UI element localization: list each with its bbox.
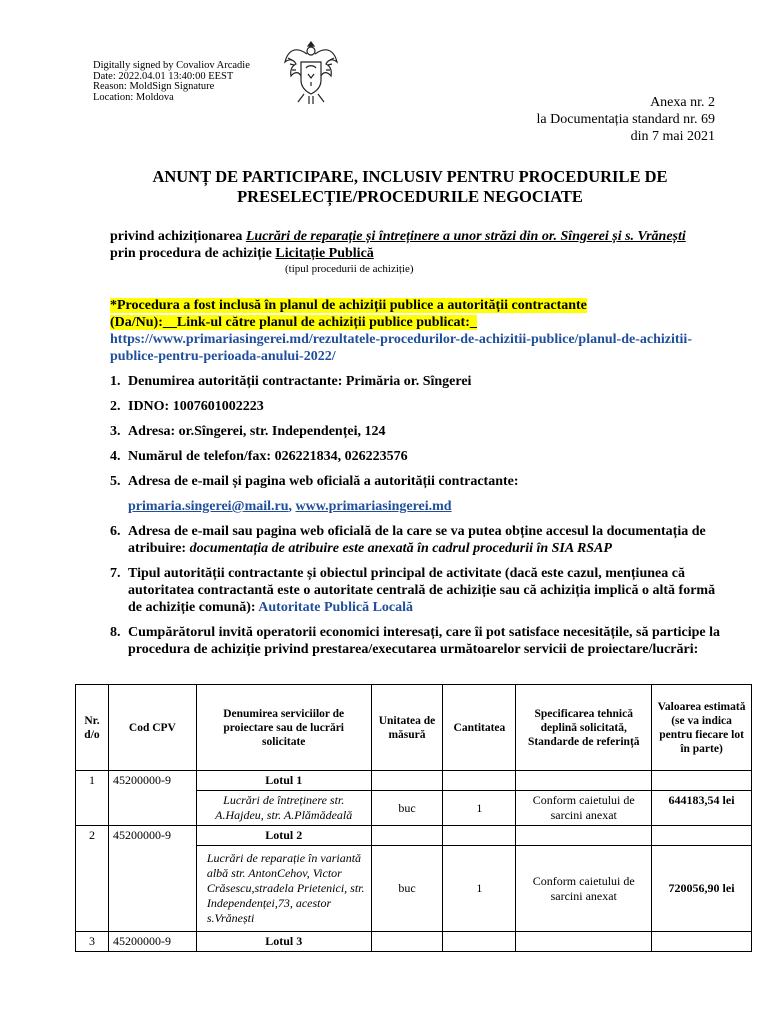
- email-link[interactable]: primaria.singerei@mail.ru: [128, 499, 289, 514]
- table-row: 3 45200000-9 Lotul 3: [76, 932, 752, 952]
- website-link[interactable]: www.primariasingerei.md: [295, 499, 452, 514]
- document-title: [60, 167, 760, 207]
- procedure-type: Licitație Publică: [275, 246, 374, 261]
- annex-line: din 7 mai 2021: [630, 129, 715, 144]
- intro-prefix: privind achiziționarea: [110, 229, 246, 244]
- list-item: 1. Denumirea autorității contractante: Primăria or. Sîngerei: [110, 374, 472, 389]
- procedure-note: (tipul procedurii de achiziție): [285, 263, 414, 275]
- signature-line: Date: 2022.04.01 13:40:00 EEST: [93, 70, 234, 82]
- procurement-intro: [110, 228, 720, 276]
- moldova-coat-of-arms-icon: [282, 36, 340, 106]
- table-row: 2 45200000-9 Lotul 2: [76, 826, 752, 846]
- table-row: 1 45200000-9 Lotul 1: [76, 771, 752, 791]
- plan-line: (Da/Nu):__Link-ul către planul de achiziții publice publicat:_: [110, 315, 477, 330]
- signature-line: Digitally signed by Covaliov Arcadie: [93, 60, 250, 71]
- list-item: 6. Adresa de e-mail sau pagina web oficială de la care se va putea obține accesul la documentația de atribuire: documentația de atribuire este anexată în cadrul procedurii în SIA RSAP: [110, 524, 706, 556]
- procedure-prefix: prin procedura de achiziție: [110, 246, 276, 261]
- annex-line: Anexa nr. 2: [650, 95, 715, 110]
- signature-line: Location: Moldova: [93, 91, 174, 103]
- column-header: Cod CPV: [108, 685, 196, 771]
- plan-line: *Procedura a fost inclusă în planul de achiziții publice a autorității contractante: [110, 298, 587, 313]
- plan-link[interactable]: https://www.primariasingerei.md/rezultatele-procedurilor-de-achizitii-publice/planul-de-achizitii-publice-pentru-perioada-anului-2022/: [110, 332, 692, 364]
- column-header: Denumirea serviciilor de proiectare sau de lucrări solicitate: [196, 685, 371, 771]
- procurement-plan-block: [110, 297, 720, 365]
- list-item: 7. Tipul autorității contractante și obiectul principal de activitate (dacă este cazul, mențiunea că autoritatea contractantă este o autoritate centrală de achiziție sau că achiziția implică o altă formă de achiziție comună): Autoritate Publică Locală: [110, 566, 716, 615]
- table-row: Lucrări de reparație în variantă albă str. AntonCehov, Victor Crăsescu,stradela Prietenici, str. Independenței,73, acestor s.Vrănești buc 1 Conform caietului de sarcini anexat 720056,90 lei: [76, 846, 752, 932]
- list-item: 2. IDNO: 1007601002223: [110, 399, 264, 414]
- lots-table: [75, 684, 752, 952]
- table-row: Lucrări de întreținere str. A.Hajdeu, str. A.Plămădeală buc 1 Conform caietului de sarcini anexat 644183,54 lei: [76, 791, 752, 826]
- column-header: Cantitatea: [443, 685, 516, 771]
- annex-line: la Documentația standard nr. 69: [536, 112, 715, 127]
- table-header-row: [76, 685, 752, 771]
- column-header: Valoarea estimată (se va indica pentru fiecare lot în parte): [652, 685, 752, 771]
- column-header: Specificarea tehnică deplină solicitată, Standarde de referință: [516, 685, 652, 771]
- digital-signature-block: [93, 61, 250, 103]
- column-header: Unitatea de măsură: [371, 685, 443, 771]
- signature-line: Reason: MoldSign Signature: [93, 81, 215, 92]
- list-item: 3. Adresa: or.Sîngerei, str. Independenței, 124: [110, 424, 386, 439]
- procurement-object: Lucrări de reparație și întreținere a unor străzi din or. Sîngerei și s. Vrănești: [245, 229, 686, 244]
- list-item: 8. Cumpărătorul invită operatorii economici interesați, care îi pot satisface necesitățile, să participe la procedura de achiziție privind prestarea/executarea următoarelor servicii de proiectare/lucrări:: [110, 625, 721, 657]
- title-line: ANUNȚ DE PARTICIPARE, INCLUSIV PENTRU PROCEDURILE DE: [152, 167, 668, 186]
- list-item: 5. Adresa de e-mail și pagina web oficială a autorității contractante: primaria.singerei@mail.ru, www.primariasingerei.md: [110, 474, 519, 514]
- title-line: PRESELECȚIE/PROCEDURILE NEGOCIATE: [237, 187, 583, 206]
- list-item: 4. Numărul de telefon/fax: 026221834, 026223576: [110, 449, 408, 464]
- notice-items-list: [110, 373, 722, 666]
- column-header: Nr. d/o: [76, 685, 109, 771]
- annex-reference: [537, 94, 715, 145]
